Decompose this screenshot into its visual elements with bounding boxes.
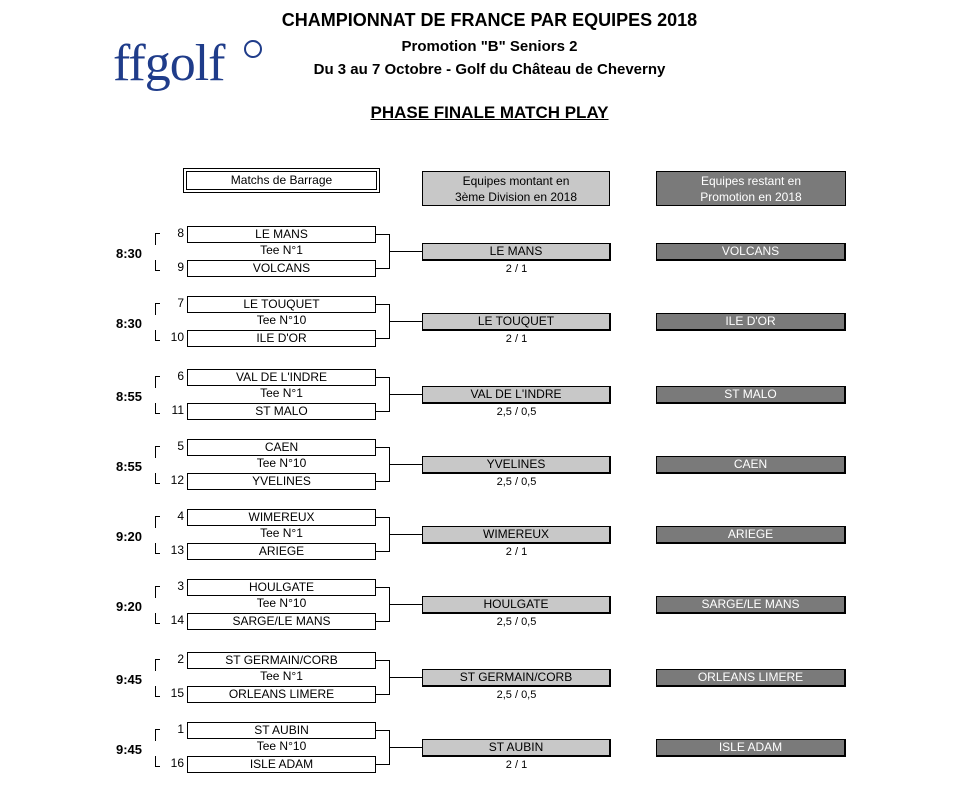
loser-box: VOLCANS (656, 243, 846, 261)
winner-box: LE MANS (422, 243, 611, 261)
time-bracket-bottom-tick (155, 766, 160, 767)
seed-a: 7 (177, 296, 184, 310)
barrage-header: Matchs de Barrage (186, 171, 377, 190)
time-bracket-top (155, 303, 156, 315)
seed-a: 2 (177, 652, 184, 666)
connector-top (376, 377, 389, 378)
team-b-box: VOLCANS (187, 260, 376, 277)
connector-bottom (376, 764, 389, 765)
tee-label: Tee N°10 (256, 456, 307, 470)
time-bracket-top-tick (155, 376, 160, 377)
time-bracket-bottom-tick (155, 413, 160, 414)
montant-header (422, 171, 610, 206)
restant-header-line2: Promotion en 2018 (700, 190, 802, 204)
match-score: 2,5 / 0,5 (496, 406, 537, 418)
connector-bottom (376, 621, 389, 622)
loser-box: ORLEANS LIMERE (656, 669, 846, 687)
connector-top (376, 660, 389, 661)
time-bracket-bottom-tick (155, 340, 160, 341)
tee-label: Tee N°10 (256, 596, 307, 610)
match-score: 2 / 1 (505, 759, 528, 771)
time-bracket-bottom-tick (155, 483, 160, 484)
match-time: 9:20 (116, 599, 143, 614)
time-bracket-top (155, 586, 156, 598)
match-score: 2 / 1 (505, 333, 528, 345)
winner-box: WIMEREUX (422, 526, 611, 544)
winner-box: HOULGATE (422, 596, 611, 614)
team-a-box: LE TOUQUET (187, 296, 376, 313)
time-bracket-top-tick (155, 659, 160, 660)
tee-label: Tee N°10 (256, 739, 307, 753)
match-score: 2,5 / 0,5 (496, 689, 537, 701)
page-subtitle: Promotion "B" Seniors 2 (401, 38, 578, 55)
tee-label: Tee N°10 (256, 313, 307, 327)
page-title: CHAMPIONNAT DE FRANCE PAR EQUIPES 2018 (281, 10, 698, 30)
team-b-box: SARGE/LE MANS (187, 613, 376, 630)
loser-box: CAEN (656, 456, 846, 474)
team-a-box: ST GERMAIN/CORB (187, 652, 376, 669)
winner-box: ST AUBIN (422, 739, 611, 757)
connector-bottom (376, 694, 389, 695)
connector-horizontal (389, 394, 422, 395)
connector-horizontal (389, 604, 422, 605)
connector-horizontal (389, 534, 422, 535)
seed-a: 1 (177, 722, 184, 736)
connector-top (376, 730, 389, 731)
tee-label: Tee N°1 (260, 669, 303, 683)
tee-label: Tee N°1 (260, 526, 303, 540)
connector-bottom (376, 268, 389, 269)
team-a-box: WIMEREUX (187, 509, 376, 526)
match-time: 9:45 (116, 742, 143, 757)
time-bracket-top (155, 659, 156, 671)
match-time: 8:30 (116, 246, 143, 261)
seed-b: 15 (170, 686, 184, 700)
time-bracket-top (155, 376, 156, 388)
team-b-box: ILE D'OR (187, 330, 376, 347)
team-a-box: LE MANS (187, 226, 376, 243)
restant-header (656, 171, 846, 206)
loser-box: ST MALO (656, 386, 846, 404)
match-time: 8:55 (116, 389, 143, 404)
team-b-box: ORLEANS LIMERE (187, 686, 376, 703)
match-time: 8:55 (116, 459, 143, 474)
winner-box: YVELINES (422, 456, 611, 474)
match-score: 2,5 / 0,5 (496, 476, 537, 488)
match-time: 9:45 (116, 672, 143, 687)
seed-b: 10 (170, 330, 184, 344)
match-score: 2 / 1 (505, 263, 528, 275)
team-a-box: CAEN (187, 439, 376, 456)
connector-horizontal (389, 677, 422, 678)
connector-horizontal (389, 251, 422, 252)
ffgolf-logo: ffgolf (113, 35, 225, 92)
seed-b: 11 (171, 403, 184, 417)
match-score: 2 / 1 (505, 546, 528, 558)
connector-horizontal (389, 464, 422, 465)
winner-box: ST GERMAIN/CORB (422, 669, 611, 687)
connector-top (376, 587, 389, 588)
connector-bottom (376, 481, 389, 482)
connector-top (376, 234, 389, 235)
connector-top (376, 517, 389, 518)
seed-b: 16 (170, 756, 184, 770)
seed-a: 8 (177, 226, 184, 240)
loser-box: ARIEGE (656, 526, 846, 544)
time-bracket-bottom-tick (155, 623, 160, 624)
connector-top (376, 304, 389, 305)
connector-horizontal (389, 747, 422, 748)
seed-b: 9 (177, 260, 184, 274)
seed-b: 12 (170, 473, 184, 487)
match-score: 2,5 / 0,5 (496, 616, 537, 628)
team-a-box: VAL DE L'INDRE (187, 369, 376, 386)
time-bracket-top-tick (155, 303, 160, 304)
time-bracket-top-tick (155, 233, 160, 234)
time-bracket-top (155, 446, 156, 458)
match-time: 8:30 (116, 316, 143, 331)
time-bracket-top-tick (155, 729, 160, 730)
time-bracket-top (155, 729, 156, 741)
time-bracket-bottom-tick (155, 270, 160, 271)
match-time: 9:20 (116, 529, 143, 544)
loser-box: SARGE/LE MANS (656, 596, 846, 614)
restant-header-line1: Equipes restant en (700, 174, 802, 188)
connector-bottom (376, 338, 389, 339)
time-bracket-top-tick (155, 516, 160, 517)
loser-box: ILE D'OR (656, 313, 846, 331)
winner-box: VAL DE L'INDRE (422, 386, 611, 404)
winner-box: LE TOUQUET (422, 313, 611, 331)
seed-b: 13 (170, 543, 184, 557)
connector-horizontal (389, 321, 422, 322)
seed-a: 5 (177, 439, 184, 453)
phase-title: PHASE FINALE MATCH PLAY (370, 103, 609, 122)
time-bracket-top-tick (155, 586, 160, 587)
event-dates: Du 3 au 7 Octobre - Golf du Château de Cheverny (313, 61, 666, 78)
team-b-box: ST MALO (187, 403, 376, 420)
team-a-box: HOULGATE (187, 579, 376, 596)
montant-header-line2: 3ème Division en 2018 (454, 190, 578, 204)
team-b-box: ISLE ADAM (187, 756, 376, 773)
seed-a: 6 (177, 369, 184, 383)
tee-label: Tee N°1 (260, 243, 303, 257)
connector-top (376, 447, 389, 448)
time-bracket-top-tick (155, 446, 160, 447)
time-bracket-top (155, 233, 156, 245)
montant-header-line1: Equipes montant en (462, 174, 570, 188)
connector-bottom (376, 411, 389, 412)
time-bracket-bottom-tick (155, 696, 160, 697)
seed-a: 3 (177, 579, 184, 593)
seed-a: 4 (177, 509, 184, 523)
connector-bottom (376, 551, 389, 552)
time-bracket-bottom-tick (155, 553, 160, 554)
team-b-box: ARIEGE (187, 543, 376, 560)
team-b-box: YVELINES (187, 473, 376, 490)
team-a-box: ST AUBIN (187, 722, 376, 739)
seed-b: 14 (170, 613, 184, 627)
loser-box: ISLE ADAM (656, 739, 846, 757)
tee-label: Tee N°1 (260, 386, 303, 400)
time-bracket-top (155, 516, 156, 528)
